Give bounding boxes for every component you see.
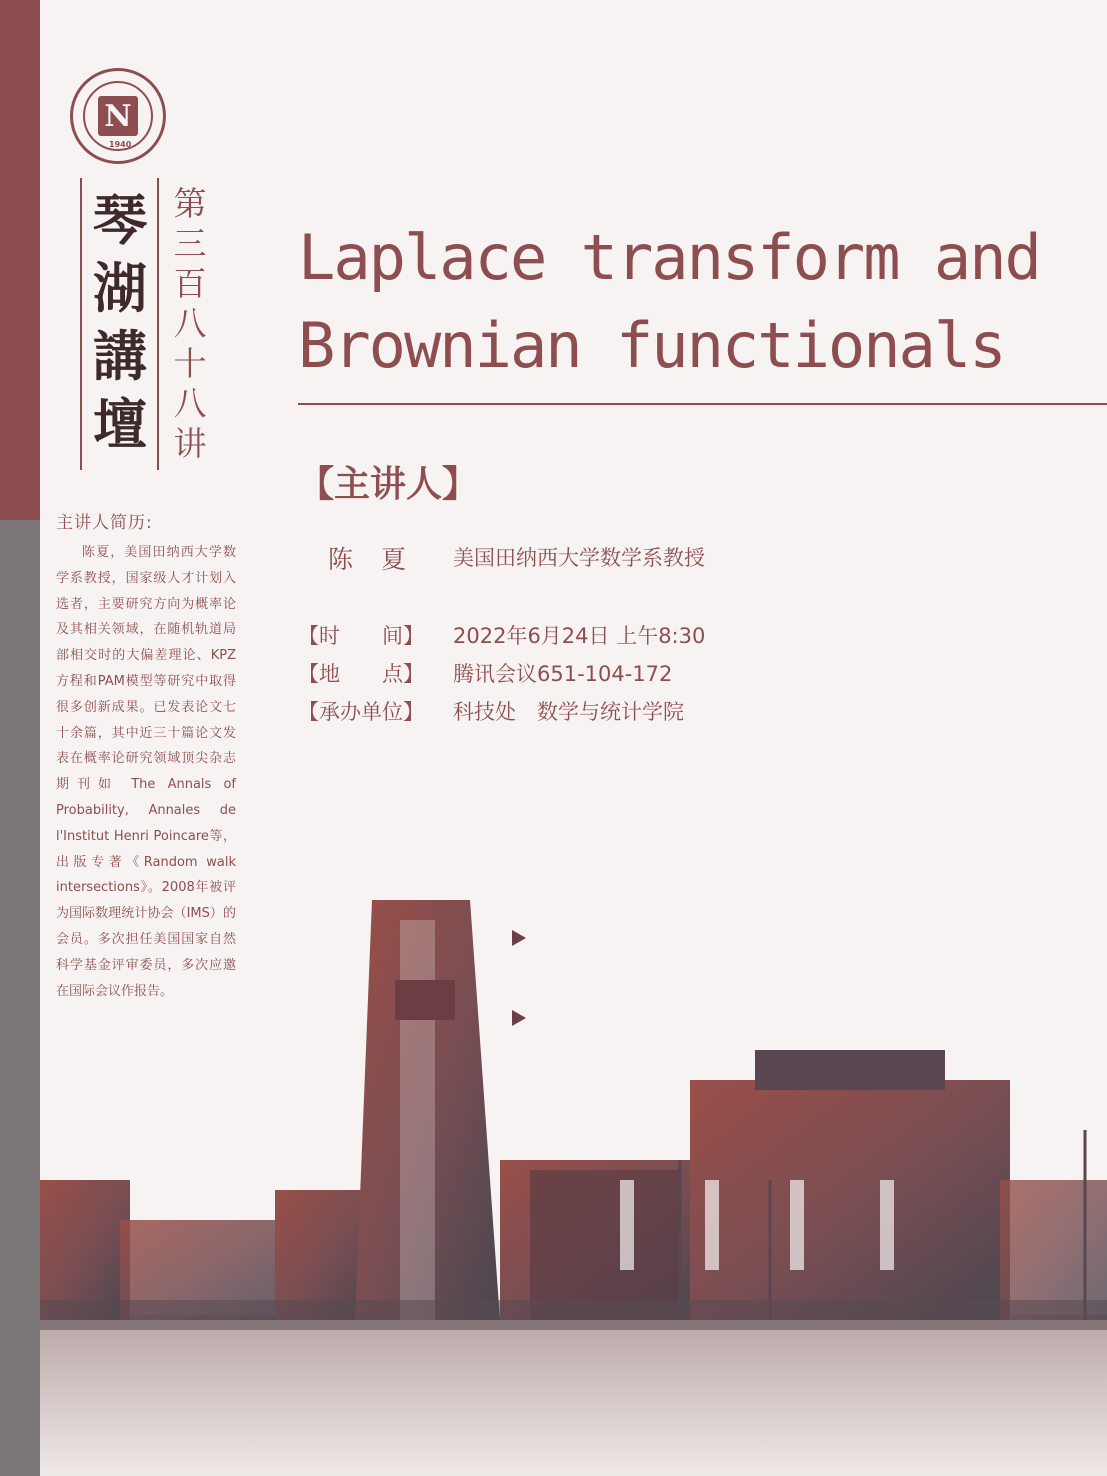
vertical-rule-left: [80, 178, 82, 470]
time-label: 【时 间】: [298, 624, 424, 648]
series-title: 琴湖講壇: [93, 188, 147, 456]
campus-illustration: [0, 860, 1107, 1476]
main-hall-roof: [755, 1050, 945, 1090]
fence-line: [40, 1300, 1107, 1330]
window-strip-3: [790, 1180, 804, 1270]
window-strip-2: [705, 1180, 719, 1270]
university-seal-logo: [70, 68, 166, 164]
lecture-title: Laplace transform and Brownian functionals: [298, 221, 1040, 382]
title-divider: [298, 403, 1107, 405]
speaker-title: 美国田纳西大学数学系教授: [453, 546, 705, 570]
window-strip-4: [880, 1180, 894, 1270]
window-strip-1: [620, 1180, 634, 1270]
place-label: 【地 点】: [298, 662, 424, 686]
speaker-heading: 【主讲人】: [298, 464, 479, 505]
place-value: 腾讯会议651-104-172: [453, 662, 673, 686]
gate-flag-bottom: [512, 1010, 526, 1026]
organizer-value: 科技处 数学与统计学院: [453, 700, 684, 724]
vertical-rule-right: [157, 178, 159, 470]
seal-year: 1940: [109, 140, 132, 149]
organizer-label: 【承办单位】: [298, 700, 424, 724]
main-hall: [690, 1080, 1010, 1320]
speaker-name: 陈夏: [328, 545, 435, 574]
gate-flag-top: [512, 930, 526, 946]
bio-text: 陈夏，美国田纳西大学数学系教授，国家级人才计划入选者，主要研究方向为概率论及其相关领域，在随机轨道局部相交时的大偏差理论、KPZ方程和PAM模型等研究中取得很多创新成果。已发表论文七十余篇，其中近三十篇论文发表在概率论研究领域顶尖杂志期刊如 The Annals of Probability, Annales de l'Institut Henri Poincare等，出版专著《Random walk intersections》。2008年被评为国际数理统计协会（IMS）的会员。多次担任美国国家自然科学基金评审委员，多次应邀在国际会议作报告。: [56, 545, 236, 999]
bio-heading: 主讲人简历:: [56, 513, 153, 533]
left-building: [40, 1180, 130, 1320]
plaza-ground: [40, 1315, 1107, 1476]
center-building-shadow: [530, 1170, 680, 1320]
lecture-number: 第三百八十八讲: [173, 184, 207, 463]
seal-letter: N: [98, 96, 138, 136]
right-building: [1000, 1180, 1107, 1320]
left-accent-band: [0, 0, 40, 520]
time-value: 2022年6月24日 上午8:30: [453, 624, 706, 648]
gate-tower-block: [395, 980, 455, 1020]
